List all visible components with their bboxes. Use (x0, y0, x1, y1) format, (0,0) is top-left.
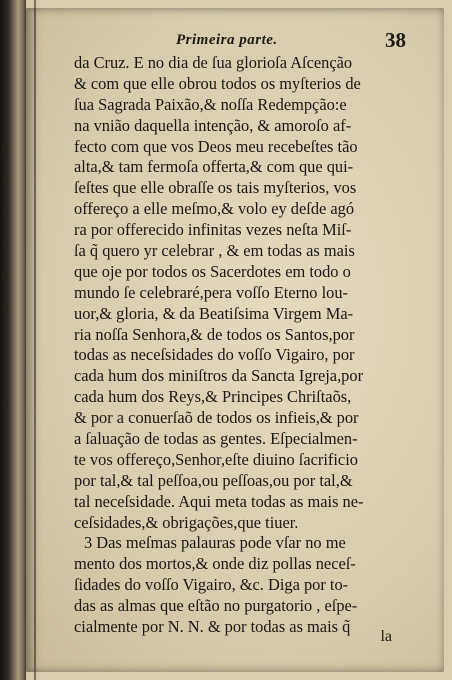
text-line: cialmente por N. N. & por todas as mais q̃ (74, 617, 351, 637)
text-line: todas as neceſsidades do voſſo Vigairo, por (74, 345, 355, 365)
running-head: Primeira parte. (176, 32, 278, 48)
text-line: fecto com que vos Deos meu recebeſtes tão (74, 136, 358, 156)
text-line: ſa q̃ quero yr celebrar , & em todas as mais (74, 241, 355, 261)
text-line: ceſsidades,& obrigações,que tiuer. (74, 512, 299, 532)
text-line: 3 Das meſmas palauras pode vſar no me (84, 533, 346, 553)
text-line: mento dos mortos,& onde diz pollas neceſ- (74, 554, 356, 574)
text-line: uor,& gloria, & da Beatiſsima Virgem Ma- (74, 303, 354, 323)
catchword: la (380, 628, 392, 645)
text-line: cada hum dos Reys,& Principes Chriſtaõs, (74, 387, 352, 407)
text-line: tal neceſsidade. Aqui meta todas as mais ne- (74, 491, 364, 511)
text-line: na vnião daquella intenção, & amoroſo af- (74, 115, 352, 135)
text-line: ſidades do voſſo Vigairo, &c. Diga por to- (74, 575, 349, 595)
gutter-shadow (34, 0, 36, 680)
text-line: cada hum dos miniſtros da Sancta Igreja,por (74, 366, 364, 386)
book-page (26, 8, 444, 672)
text-line: & por a conuerſaõ de todos os infieis,& por (74, 408, 359, 428)
body-text (74, 53, 426, 638)
page-number: 38 (385, 28, 406, 52)
text-line: ſeſtes que elle obraſſe os tais myſterios, vos (74, 178, 357, 198)
previous-page-fragments: f s i ı e s - - r (2, 138, 9, 410)
text-line: ra por offerecido infinitas vezes neſta Miſ- (74, 220, 352, 240)
text-line: te vos offereço,Senhor,eſte diuino ſacrificio (74, 449, 358, 469)
text-line: & com que elle obrou todos os myſterios de (74, 73, 361, 93)
text-line: das as almas que eſtão no purgatorio , eſpe- (74, 596, 358, 616)
text-line: a ſaluação de todas as gentes. Eſpecialmen- (74, 429, 358, 449)
text-line: ria noſſa Senhora,& de todos os Santos,por (74, 324, 355, 344)
text-line: ſua Sagrada Paixão,& noſſa Redempção:e (74, 94, 347, 114)
text-line: alta,& tam fermoſa offerta,& com que qui- (74, 157, 354, 177)
page-header (176, 30, 406, 52)
text-line: offereço a elle meſmo,& volo ey deſde agó (74, 199, 355, 219)
text-line: mundo ſe celebraré,pera voſſo Eterno lou- (74, 282, 348, 302)
text-line: que oje por todos os Sacerdotes em todo o (74, 261, 351, 281)
previous-page-edge (0, 0, 26, 680)
text-line: por tal,& tal peſſoa,ou peſſoas,ou por tal,& (74, 470, 353, 490)
text-line: da Cruz. E no dia de ſua glorioſa Aſcenção (74, 53, 353, 72)
